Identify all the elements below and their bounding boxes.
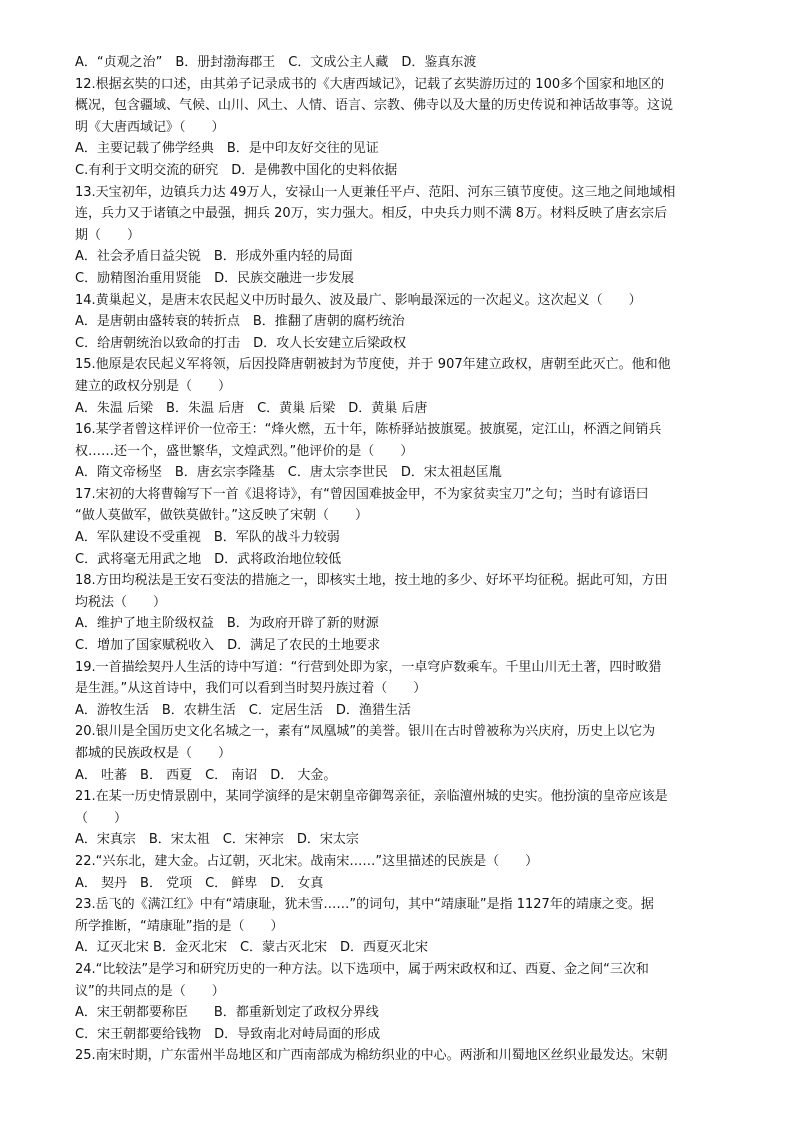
q13-question-text-line: 13.天宝初年，边镇兵力达 49万人，安禄山一人更兼任平卢、范阳、河东三镇节度使。这三地之间地域相 (75, 184, 676, 200)
q22-question-text-line: 22.“兴东北，建大金。占辽朝，灭北宋。战南宋……”这里描述的民族是（ ） (75, 853, 539, 869)
q23-options-line: A．辽灭北宋 B．金灭北宋 C．蒙古灭北宋 D．西夏灭北宋 (75, 940, 429, 956)
q11-options-line: A．“贞观之治” B．册封渤海郡王 C．文成公主人藏 D．鉴真东渡 (75, 55, 477, 70)
q17-options-line: A．军队建设不受重视 B．军队的战斗力较弱 (75, 530, 340, 546)
q20-question-text-line: 20.银川是全国历史文化名城之一，素有“凤凰城”的美誉。银川在古时曾被称为兴庆府，历史上以它为 (75, 724, 656, 740)
q16-question-text-line: 16.某学者曾这样评价一位帝王：“烽火燃，五十年，陈桥驿站披旗冕。披旗冕，定江山，杯酒之间销兵 (75, 422, 662, 438)
q13-options-line: C．励精图治重用贤能 D．民族交融进一步发展 (75, 270, 355, 286)
q13-options-line: A．社会矛盾日益尖锐 B．形成外重内轻的局面 (75, 249, 353, 265)
q12-options-line: C.有利于文明交流的研究 D．是佛教中国化的史料依据 (75, 162, 398, 178)
q12-question-text-line: 明《大唐西域记》（ ） (75, 119, 225, 135)
q24-question-text-line: 议”的共同点的是（ ） (75, 983, 225, 999)
q20-options-line: A． 吐蕃 B． 西夏 C． 南诏 D． 大金。 (75, 767, 337, 783)
q12-question-text-line: 概况，包含疆域、气候、山川、风土、人情、语言、宗教、佛寺以及大量的历史传说和神话故事等。这说 (75, 98, 674, 114)
q15-question-text-line: 15.他原是农民起义军将领，后因投降唐朝被封为节度使，并于 907年建立政权，唐朝至此灭亡。他和他 (75, 357, 671, 373)
q17-question-text-line: 17.宋初的大将曹翰写下一首《退将诗》，有“曾因国难披金甲，不为家贫卖宝刀”之句；当时有谚语曰 (75, 486, 649, 502)
q24-question-text-line: 24.“比较法”是学习和研究历史的一种方法。以下选项中，属于两宋政权和辽、西夏、金之间“三次和 (75, 961, 649, 977)
q24-options-line: C．宋王朝都要给钱物 D．导致南北对峙局面的形成 (75, 1026, 381, 1042)
q23-question-text-line: 23.岳飞的《满江红》中有“靖康耻，犹未雪……”的词句，其中“靖康耻”是指 1127年的靖康之变。据 (75, 897, 654, 913)
q13-question-text-line: 期（ ） (75, 227, 141, 243)
q18-question-text-line: 18.方田均税法是王安石变法的措施之一，即核实土地，按土地的多少、好坏平均征税。据此可知，方田 (75, 573, 668, 589)
q15-question-text-line: 建立的政权分别是（ ） (75, 378, 232, 394)
q18-question-text-line: 均税法（ ） (75, 594, 167, 610)
q13-question-text-line: 连，兵力又于诸镇之中最强，拥兵 20万，实力强大。相反，中央兵力则不满 8万。材料反映了唐玄宗后 (75, 206, 668, 222)
q21-question-text-line: （ ） (75, 810, 128, 826)
q19-question-text-line: 19.一首描绘契丹人生活的诗中写道：“行营到处即为家，一卓穹庐数乘车。千里山川无土著，四时畋猎 (75, 659, 662, 675)
q20-question-text-line: 都城的民族政权是（ ） (75, 746, 232, 761)
q16-question-text-line: 权……还一个，盛世繁华，文煌武烈。”他评价的是（ ） (75, 443, 414, 459)
q17-question-text-line: “做人莫做军，做铁莫做针。”这反映了宋朝（ ） (75, 508, 368, 524)
q16-options-line: A．隋文帝杨坚 B．唐玄宗李隆基 C．唐太宗李世民 D．宋太祖赵匡胤 (75, 465, 502, 481)
q22-options-line: A． 契丹 B． 党项 C． 鲜卑 D． 女真 (75, 875, 324, 891)
q14-options-line: C．给唐朝统治以致命的打击 D．攻人长安建立后梁政权 (75, 335, 407, 351)
q12-question-text-line: 12.根据玄奘的口述，由其弟子记录成书的《大唐西域记》，记载了玄奘游历过的 100多个国家和地区的 (75, 76, 665, 92)
q14-options-line: A．是唐朝由盛转衰的转折点 B．推翻了唐朝的腐朽统治 (75, 314, 405, 330)
q17-options-line: C．武将毫无用武之地 D．武将政治地位较低 (75, 551, 342, 567)
q19-options-line: A．游牧生活 B．农耕生活 C．定居生活 D．渔猎生活 (75, 702, 411, 718)
q18-options-line: A．维护了地主阶级权益 B．为政府开辟了新的财源 (75, 616, 379, 632)
q23-question-text-line: 所学推断，“靖康耻”指的是（ ） (75, 918, 284, 934)
q19-question-text-line: 是生涯。”从这首诗中，我们可以看到当时契丹族过着（ ） (75, 681, 427, 697)
q14-question-text-line: 14.黄巢起义，是唐末农民起义中历时最久、波及最广、影响最深远的一次起义。这次起义（ ） (75, 292, 642, 308)
q25-question-text-line: 25.南宋时期，广东雷州半岛地区和广西南部成为棉纺织业的中心。两浙和川蜀地区丝织业最发达。宋朝 (75, 1048, 668, 1064)
q18-options-line: C．增加了国家赋税收入 D．满足了农民的土地要求 (75, 638, 381, 654)
q12-options-line: A．主要记载了佛学经典 B．是中印友好交往的见证 (75, 141, 379, 157)
q24-options-line: A．宋王朝都要称臣 B．都重新划定了政权分界线 (75, 1005, 379, 1021)
q21-question-text-line: 21.在某一历史情景剧中，某同学演绎的是宋朝皇帝御驾亲征，亲临澶州城的史实。他扮演的皇帝应该是 (75, 789, 668, 805)
q15-options-line: A．朱温 后梁 B．朱温 后唐 C．黄巢 后梁 D．黄巢 后唐 (75, 400, 428, 416)
q21-options-line: A．宋真宗 B．宋太祖 C．宋神宗 D．宋太宗 (75, 832, 359, 848)
